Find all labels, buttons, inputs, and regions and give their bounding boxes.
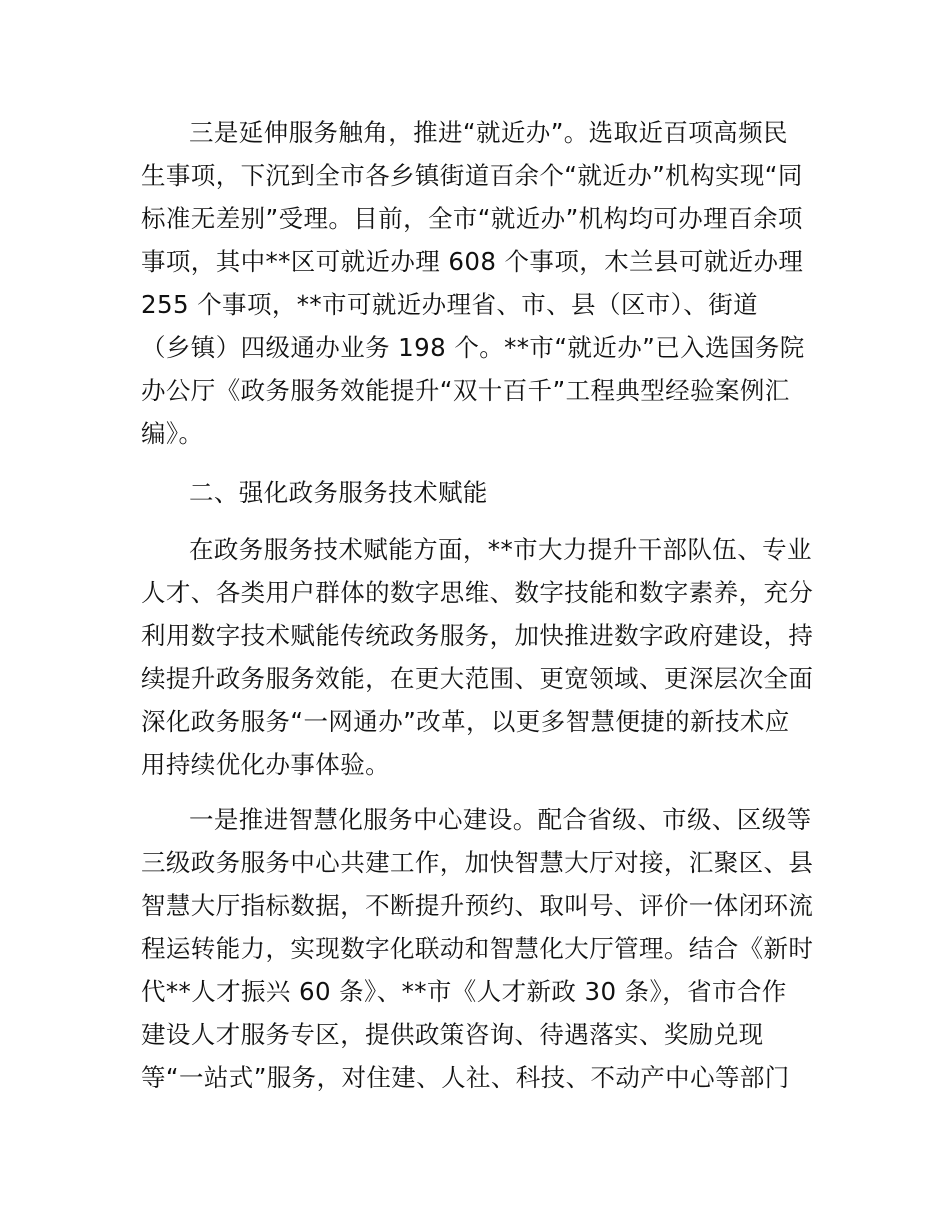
paragraph-line: 人才、各类用户群体的数字思维、数字技能和数字素养，充分 bbox=[141, 578, 814, 607]
paragraph-line: 办公厅《政务服务效能提升“双十百千”工程典型经验案例汇 bbox=[141, 376, 790, 405]
paragraph-line: 编》。 bbox=[141, 419, 204, 448]
paragraph-line: 建设人才服务专区，提供政策咨询、待遇落实、奖励兑现 bbox=[141, 1020, 764, 1049]
paragraph-line: 代**人才振兴 60 条》、**市《人才新政 30 条》，省市合作 bbox=[141, 977, 787, 1006]
paragraph-line: 255 个事项，**市可就近办理省、市、县（区市）、街道 bbox=[141, 290, 758, 319]
paragraph-line: 三级政务服务中心共建工作，加快智慧大厅对接，汇聚区、县 bbox=[141, 848, 814, 877]
paragraph-line: 等“一站式”服务，对住建、人社、科技、不动产中心等部门 bbox=[141, 1063, 790, 1092]
paragraph-line: 事项，其中**区可就近办理 608 个事项，木兰县可就近办理 bbox=[141, 247, 804, 276]
paragraph-line: 标准无差别”受理。目前，全市“就近办”机构均可办理百余项 bbox=[141, 204, 803, 233]
paragraph-line: 深化政务服务“一网通办”改革，以更多智慧便捷的新技术应 bbox=[141, 707, 790, 736]
paragraph-line: 生事项，下沉到全市各乡镇街道百余个“就近办”机构实现“同 bbox=[141, 161, 803, 190]
section-heading: 二、强化政务服务技术赋能 bbox=[189, 478, 488, 507]
paragraph-line: 在政务服务技术赋能方面，**市大力提升干部队伍、专业 bbox=[189, 535, 812, 564]
paragraph-line: 续提升政务服务效能，在更大范围、更宽领域、更深层次全面 bbox=[141, 664, 814, 693]
paragraph-line: （乡镇）四级通办业务 198 个。**市“就近办”已入选国务院 bbox=[141, 333, 805, 362]
paragraph-line: 利用数字技术赋能传统政务服务，加快推进数字政府建设，持 bbox=[141, 621, 814, 650]
paragraph-line: 一是推进智慧化服务中心建设。配合省级、市级、区级等 bbox=[189, 805, 812, 834]
paragraph-line: 三是延伸服务触角，推进“就近办”。选取近百项高频民 bbox=[189, 118, 788, 147]
paragraph-line: 用持续优化办事体验。 bbox=[141, 750, 390, 779]
paragraph-line: 智慧大厅指标数据，不断提升预约、取叫号、评价一体闭环流 bbox=[141, 891, 814, 920]
paragraph-line: 程运转能力，实现数字化联动和智慧化大厅管理。结合《新时 bbox=[141, 934, 814, 963]
